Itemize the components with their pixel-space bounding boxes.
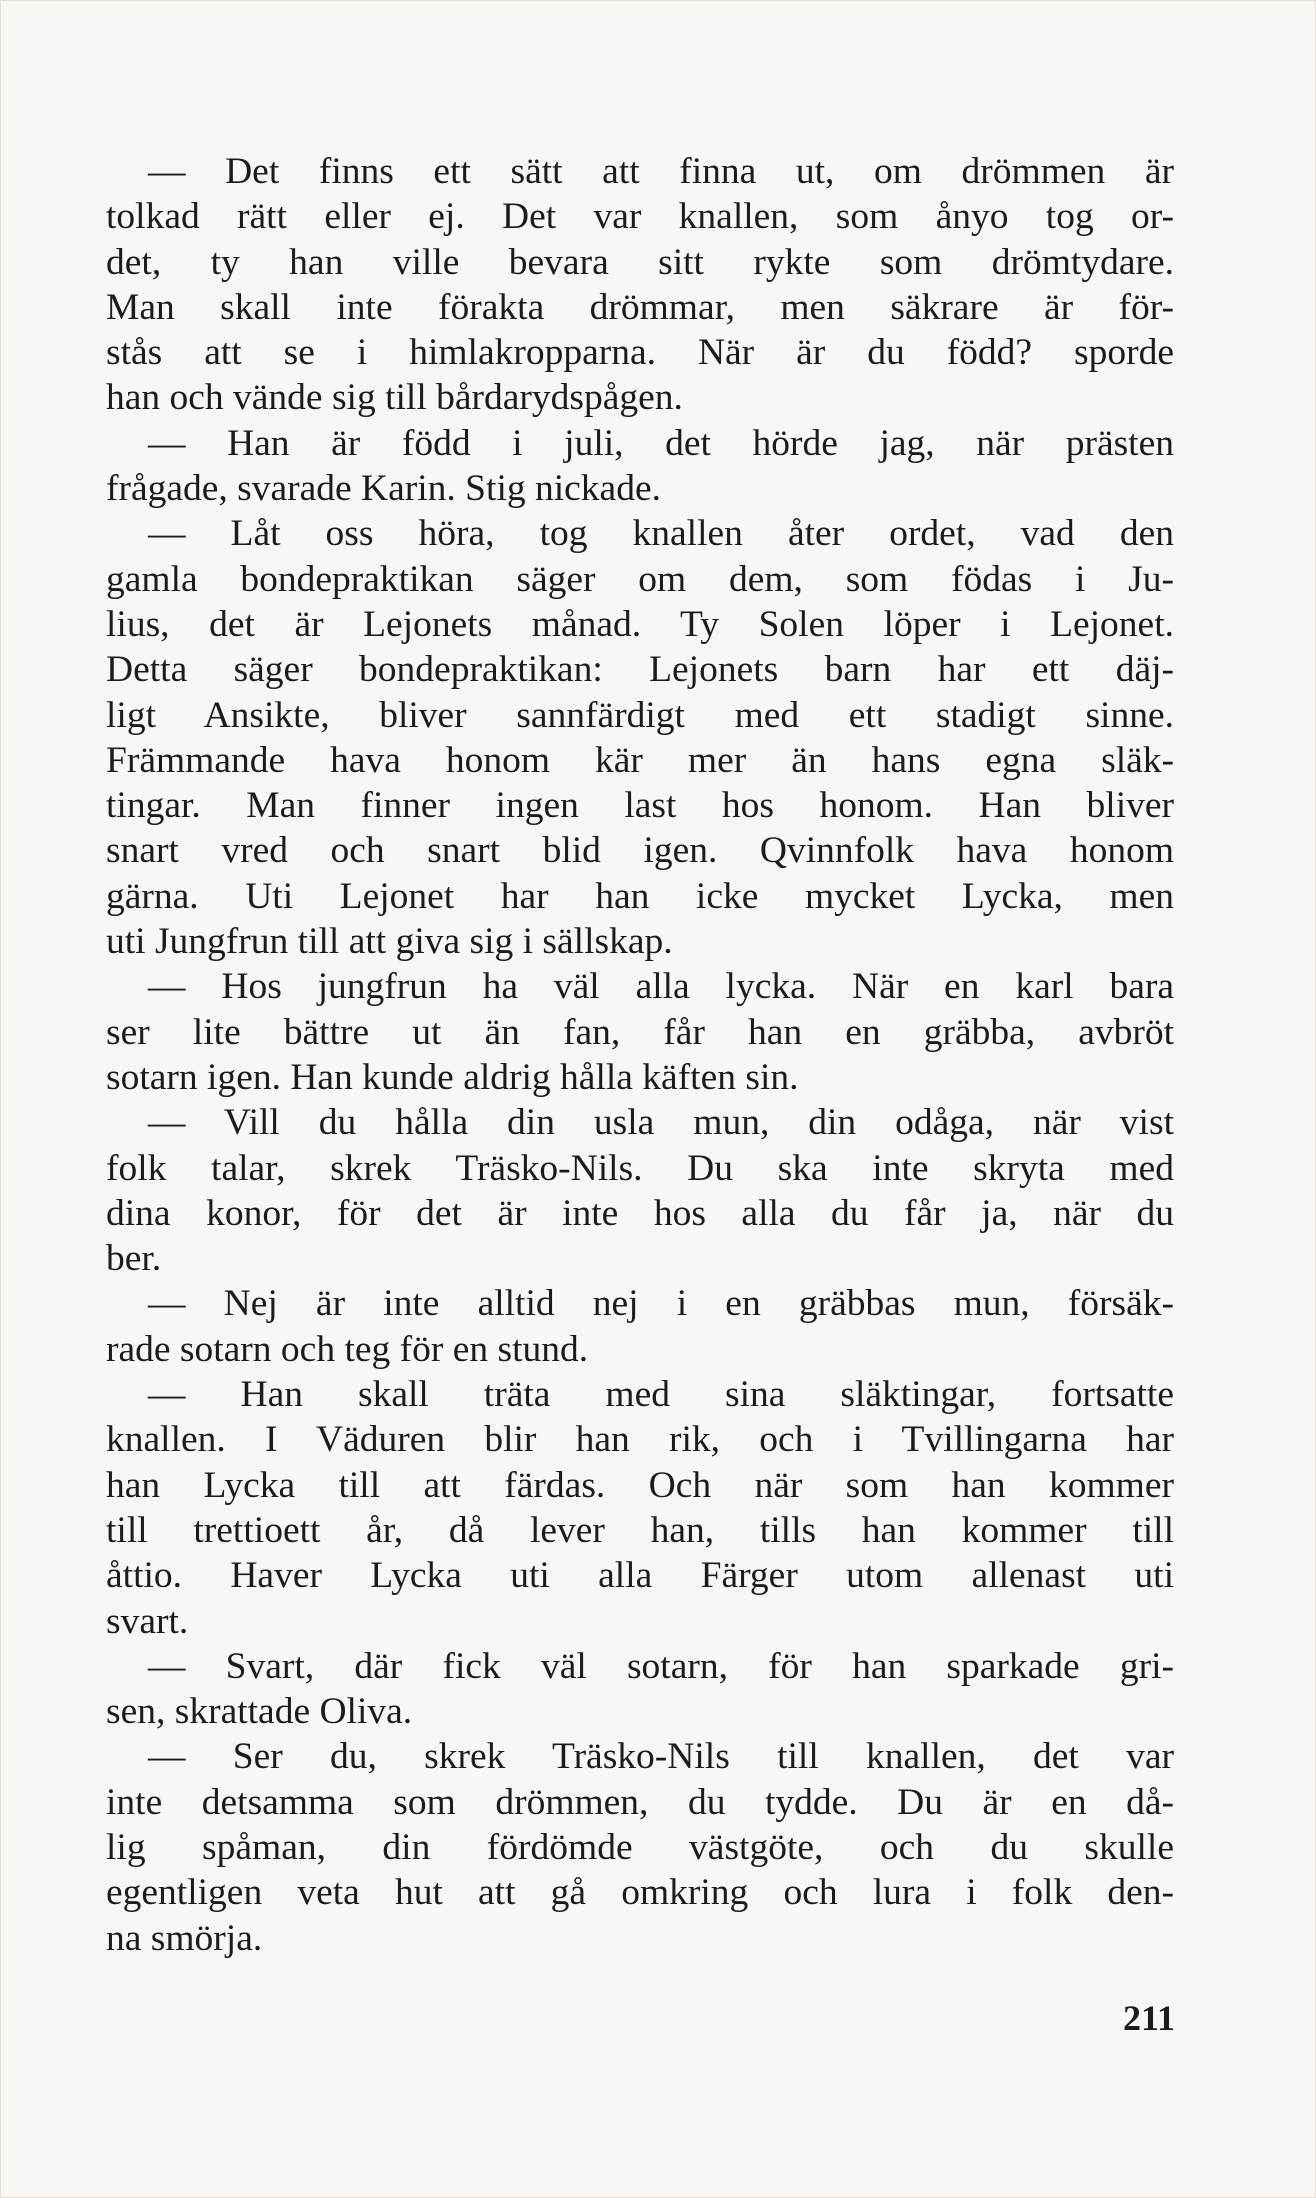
text-line: — Han skall träta med sina släktingar, fortsatte [148,1374,1174,1416]
text-line: egentligen veta hut att gå omkring och lura i folk den- [106,1872,1174,1914]
text-line: knallen. I Väduren blir han rik, och i Tvillingarna har [106,1419,1174,1461]
text-line: ber. [106,1238,162,1280]
text-line: stås att se i himlakropparna. När är du född? sporde [106,332,1174,374]
text-line: na smörja. [106,1917,263,1959]
text-line: Man skall inte förakta drömmar, men säkrare är för- [106,286,1174,328]
paragraph [106,1372,1174,1644]
text-line: — Det finns ett sätt att finna ut, om drömmen är [148,151,1174,192]
text-line: — Han är född i juli, det hörde jag, när prästen [148,422,1174,464]
text-line: rade sotarn och teg för en stund. [106,1328,589,1370]
text-line: — Hos jungfrun ha väl alla lycka. När en karl bara [148,966,1174,1008]
text-line: gamla bondepraktikan säger om dem, som födas i Ju- [106,558,1174,600]
text-line: snart vred och snart blid igen. Qvinnfolk hava honom [106,830,1174,872]
text-line: Främmande hava honom kär mer än hans egna släk- [106,739,1174,781]
text-line: — Nej är inte alltid nej i en gräbbas mun, försäk- [148,1283,1174,1325]
text-line: — Vill du hålla din usla mun, din odåga, när vist [148,1102,1174,1144]
text-line: — Ser du, skrek Träsko-Nils till knallen, det var [148,1736,1174,1778]
paragraph [106,964,1174,1100]
text-line: han och vände sig till bårdarydspågen. [106,377,683,419]
text-line: till trettioett år, då lever han, tills han kommer till [106,1509,1174,1551]
text-line: — Svart, där fick väl sotarn, för han sparkade gri- [148,1645,1174,1687]
text-line: lig spåman, din fördömde västgöte, och du skulle [106,1826,1174,1868]
text-line: Detta säger bondepraktikan: Lejonets barn har ett däj- [106,649,1174,691]
text-line: inte detsamma som drömmen, du tydde. Du är en då- [106,1781,1174,1823]
text-line: sotarn igen. Han kunde aldrig hålla käften sin. [106,1056,799,1098]
text-line: gärna. Uti Lejonet har han icke mycket Lycka, men [106,875,1174,917]
text-line: tingar. Man finner ingen last hos honom. Han bliver [106,785,1174,827]
page-number: 211 [1122,1998,1175,2038]
paragraph [106,1644,1174,1735]
text-line: ser lite bättre ut än fan, får han en gräbba, avbröt [106,1011,1174,1053]
text-line: uti Jungfrun till att giva sig i sällskap. [106,921,673,963]
text-line: han Lycka till att färdas. Och när som han kommer [106,1464,1174,1506]
text-line: ligt Ansikte, bliver sannfärdigt med ett stadigt sinne. [106,694,1174,736]
text-line: tolkad rätt eller ej. Det var knallen, som ånyo tog or- [106,196,1174,238]
text-line: svart. [106,1600,189,1642]
text-line: åttio. Haver Lycka uti alla Färger utom allenast uti [106,1555,1174,1597]
text-line: sen, skrattade Oliva. [106,1691,413,1733]
paragraph [106,1100,1174,1281]
paragraph [106,1281,1174,1372]
text-line: — Låt oss höra, tog knallen åter ordet, vad den [148,513,1174,555]
text-line: det, ty han ville bevara sitt rykte som drömtydare. [106,241,1174,283]
text-line: folk talar, skrek Träsko-Nils. Du ska inte skryta med [106,1147,1174,1189]
text-line: dina konor, för det är inte hos alla du får ja, när du [106,1192,1174,1234]
text-line: frågade, svarade Karin. Stig nickade. [106,468,661,510]
paragraph [106,149,1174,421]
text-line: lius, det är Lejonets månad. Ty Solen löper i Lejonet. [106,603,1174,645]
body-text [106,149,1174,1961]
paragraph [106,1734,1174,1960]
paragraph [106,421,1174,512]
paragraph [106,511,1174,964]
